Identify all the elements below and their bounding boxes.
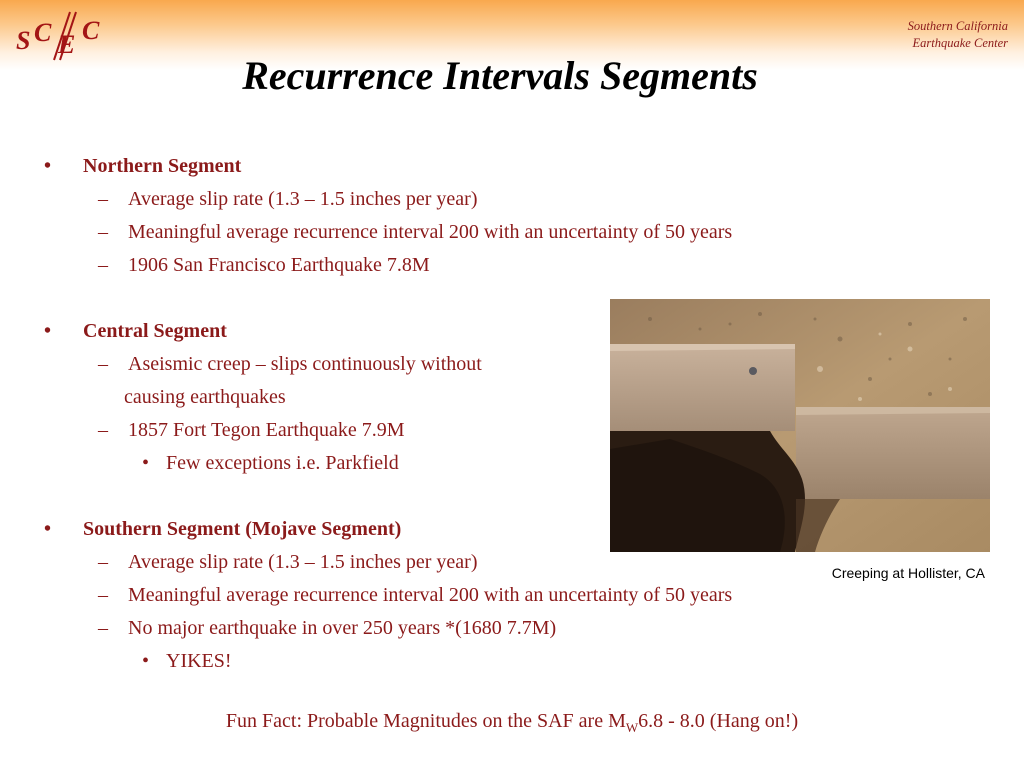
fun-fact (0, 710, 1024, 736)
fun-fact-subscript: W (625, 720, 639, 735)
logo-letter-c2: C (82, 16, 100, 45)
heading-text: Central Segment (83, 320, 227, 342)
dash-marker: – (98, 419, 108, 441)
photo-caption: Creeping at Hollister, CA (831, 565, 985, 581)
logo-letter-s: S (16, 26, 31, 55)
item-text: YIKES! (166, 650, 232, 672)
fun-fact-prefix: Fun Fact: Probable Magnitudes on the SAF are M (225, 710, 626, 732)
heading-text: Northern Segment (83, 155, 242, 177)
bullet-marker: • (44, 155, 52, 177)
dash-marker: – (98, 584, 108, 606)
list-item (44, 579, 844, 612)
item-text: causing earthquakes (124, 386, 286, 408)
bullet-marker: • (44, 320, 52, 342)
org-line-2: Earthquake Center (912, 36, 1008, 50)
heading-text: Southern Segment (Mojave Segment) (83, 518, 402, 540)
dash-marker: – (98, 221, 108, 243)
item-text: Few exceptions i.e. Parkfield (166, 452, 399, 474)
fun-fact-suffix: 6.8 - 8.0 (Hang on!) (638, 710, 799, 732)
dash-marker: – (98, 254, 108, 276)
item-text: Meaningful average recurrence interval 200 with an uncertainty of 50 years (128, 584, 733, 606)
item-text: Average slip rate (1.3 – 1.5 inches per year) (128, 551, 478, 573)
slide-title: Recurrence Intervals Segments (242, 53, 758, 98)
item-text: No major earthquake in over 250 years *(1680 7.7M) (128, 617, 557, 639)
dash-marker: – (98, 353, 108, 375)
logo-letter-c: C (34, 18, 52, 47)
list-item (44, 216, 844, 249)
item-text: Aseismic creep – slips continuously without (128, 353, 482, 375)
dash-marker: – (98, 617, 108, 639)
dash-marker: – (98, 188, 108, 210)
list-item (44, 183, 844, 216)
item-text: 1857 Fort Tegon Earthquake 7.9M (128, 419, 405, 441)
list-item (44, 249, 844, 282)
section-heading-northern (44, 150, 844, 183)
organization-name (848, 18, 1008, 52)
dash-marker: – (98, 551, 108, 573)
bullet-marker: • (142, 452, 150, 474)
creep-photo (610, 299, 990, 552)
org-line-1: Southern California (907, 19, 1008, 33)
bullet-marker: • (142, 650, 150, 672)
sub-list-item (44, 645, 844, 678)
list-item (44, 612, 844, 645)
item-text: 1906 San Francisco Earthquake 7.8M (128, 254, 430, 276)
logo-letter-e: E (58, 30, 76, 59)
item-text: Meaningful average recurrence interval 200 with an uncertainty of 50 years (128, 221, 733, 243)
item-text: Average slip rate (1.3 – 1.5 inches per year) (128, 188, 478, 210)
bullet-marker: • (44, 518, 52, 540)
